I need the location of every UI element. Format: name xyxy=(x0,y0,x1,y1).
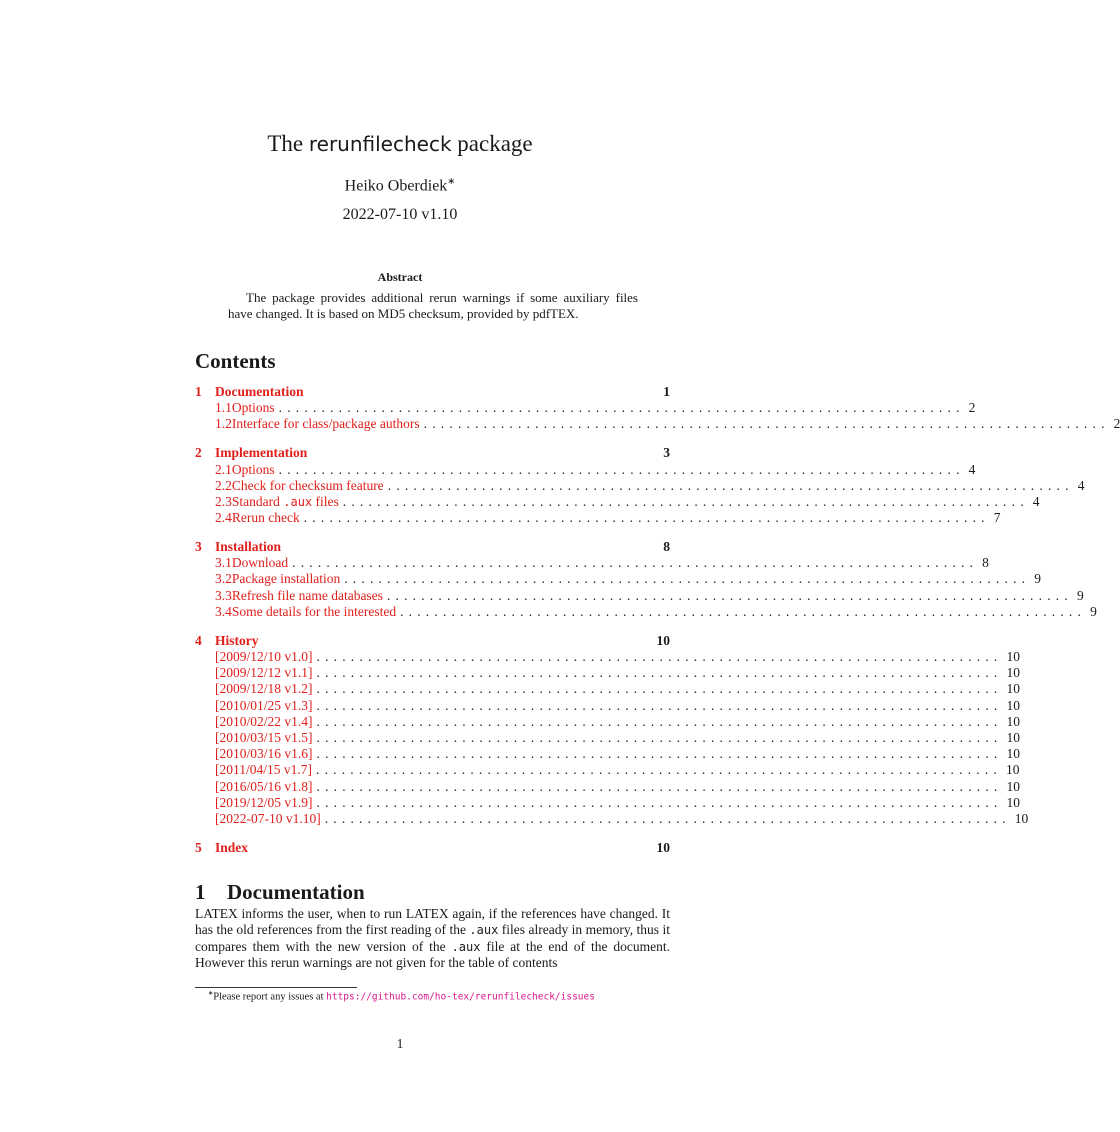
toc-subsection-number: 2.3 xyxy=(215,493,232,509)
paragraph-text: files already in memory, thus it compares them with the new version of the xyxy=(195,922,670,954)
toc-section-page: 8 xyxy=(663,539,670,555)
toc-subsection-label xyxy=(215,779,313,795)
toc-leader-dots: ................................................................................ xyxy=(387,477,1074,493)
toc-subsection-page: 10 xyxy=(1006,762,1020,778)
toc-subsection-page: 2 xyxy=(968,400,976,416)
toc-subsection-page: 10 xyxy=(1006,649,1020,665)
date-version: 2022-07-10 v1.10 xyxy=(342,206,458,223)
toc-subsection-entry[interactable] xyxy=(195,493,1040,510)
toc-section-page: 10 xyxy=(656,632,670,648)
toc-section-entry[interactable] xyxy=(195,445,670,461)
toc-subsection-number: 1.1 xyxy=(215,400,232,416)
toc-leader-dots: ................................................................................ xyxy=(278,461,965,477)
toc-label-text: [2009/12/18 v1.2] xyxy=(215,681,313,697)
toc-label-text: [2016/05/16 v1.8] xyxy=(215,778,313,794)
toc-section-label: Installation xyxy=(215,539,282,555)
toc-subsection-page: 4 xyxy=(1077,477,1085,493)
toc-subsection-page: 10 xyxy=(1006,681,1020,697)
toc-subsection-page: 7 xyxy=(993,510,1001,526)
toc-subsection-label xyxy=(215,681,313,697)
paragraph-code: .aux xyxy=(469,923,499,938)
toc-subsection-number: 3.1 xyxy=(215,555,232,571)
toc-label-text: [2019/12/05 v1.9] xyxy=(215,794,313,810)
toc-subsection-number: 2.1 xyxy=(215,461,232,477)
toc-subsection-entry[interactable] xyxy=(195,810,1029,827)
table-of-contents xyxy=(195,384,1120,856)
toc-subsection-label xyxy=(215,649,313,665)
toc-subsection-label xyxy=(232,571,340,587)
toc-label-text: [2009/12/12 v1.1] xyxy=(215,665,313,681)
toc-leader-dots: ................................................................................ xyxy=(316,746,1003,762)
toc-section-number: 3 xyxy=(195,539,202,555)
toc-leader-dots: ................................................................................ xyxy=(342,493,1029,509)
toc-leader-dots: ................................................................................ xyxy=(316,665,1003,681)
toc-label-text: [2010/01/25 v1.3] xyxy=(215,697,313,713)
toc-subsection-page: 9 xyxy=(1034,571,1041,587)
toc-section-number: 5 xyxy=(195,839,202,855)
toc-subsection-page: 10 xyxy=(1006,665,1020,681)
toc-subsection-page: 10 xyxy=(1006,794,1020,810)
toc-subsection-entry[interactable] xyxy=(195,555,989,571)
toc-leader-dots: ................................................................................ xyxy=(400,603,1087,619)
toc-subsection-number: 3.2 xyxy=(215,571,232,587)
toc-section-number: 1 xyxy=(195,384,202,399)
footnote xyxy=(208,990,595,1003)
toc-leader-dots: ................................................................................ xyxy=(386,587,1073,603)
toc-section-entry[interactable] xyxy=(195,539,670,555)
toc-leader-dots: ................................................................................ xyxy=(344,571,1031,587)
toc-subsection-entry[interactable] xyxy=(195,477,1085,494)
toc-section-label: Documentation xyxy=(215,384,304,399)
toc-subsection-page: 10 xyxy=(1014,810,1029,826)
toc-subsection-entry[interactable] xyxy=(195,713,1020,730)
toc-subsection-entry[interactable] xyxy=(195,746,1020,762)
abstract-heading: Abstract xyxy=(377,270,423,284)
toc-leader-dots: ................................................................................ xyxy=(316,794,1003,810)
toc-subsection-entry[interactable] xyxy=(195,461,976,478)
toc-leader-dots: ................................................................................ xyxy=(316,649,1003,665)
toc-label-text: Package installation xyxy=(231,571,341,587)
toc-subsection-entry[interactable] xyxy=(195,603,1097,620)
toc-section-page: 10 xyxy=(656,839,670,855)
footnote-text: Please report any issues at xyxy=(213,991,327,1003)
toc-subsection-number: 2.4 xyxy=(215,510,232,526)
toc-label-text: Standard xyxy=(231,493,284,509)
toc-section-label: History xyxy=(215,632,259,648)
toc-subsection-label xyxy=(232,494,339,510)
toc-section-entry[interactable] xyxy=(195,633,670,649)
toc-subsection-entry[interactable] xyxy=(195,649,1020,665)
section-title: Documentation xyxy=(227,880,365,904)
toc-subsection-page: 10 xyxy=(1006,778,1020,794)
toc-label-text: [2009/12/10 v1.0] xyxy=(215,649,313,665)
title-package-name: rerunfilecheck xyxy=(308,132,452,156)
footnote-rule xyxy=(195,987,357,988)
author-name: Heiko Oberdiek xyxy=(344,177,448,195)
toc-subsection-page: 10 xyxy=(1006,697,1020,713)
toc-subsection-entry[interactable] xyxy=(195,778,1020,795)
toc-subsection-entry[interactable] xyxy=(195,587,1084,604)
toc-label-text: Refresh file name databases xyxy=(231,587,383,603)
toc-section-page: 1 xyxy=(663,384,670,399)
toc-label-text: Rerun check xyxy=(231,510,300,526)
toc-section-label: Index xyxy=(215,839,249,855)
toc-subsection-label xyxy=(215,730,313,746)
toc-subsection-entry[interactable] xyxy=(195,571,1041,587)
toc-section-entry[interactable] xyxy=(195,384,670,400)
author xyxy=(0,172,800,196)
toc-leader-dots: ................................................................................ xyxy=(316,762,1002,778)
page-number: 1 xyxy=(396,1036,404,1051)
toc-label-text: Options xyxy=(231,461,275,477)
paragraph-text: LATEX informs the user, when to run LATEX again, if the references have changed. It has the old references from the first reading of the xyxy=(195,906,670,938)
toc-label-text: [2010/02/22 v1.4] xyxy=(215,713,313,729)
toc-leader-dots: ................................................................................ xyxy=(316,729,1003,745)
toc-subsection-label xyxy=(215,762,312,778)
toc-subsection-entry[interactable] xyxy=(195,510,1001,526)
footnote-url-link[interactable]: https://github.com/ho-tex/rerunfilecheck/issues xyxy=(326,991,595,1003)
toc-label-text: Some details for the interested xyxy=(231,603,397,619)
toc-leader-dots: ................................................................................ xyxy=(316,697,1003,713)
toc-subsection-page: 10 xyxy=(1006,746,1020,762)
toc-subsection-entry[interactable] xyxy=(195,729,1020,746)
toc-subsection-label xyxy=(232,604,396,620)
toc-subsection-label xyxy=(215,811,321,827)
toc-label-text: [2022-07-10 v1.10] xyxy=(215,810,321,826)
toc-leader-dots: ................................................................................ xyxy=(316,681,1003,697)
toc-subsection-entry[interactable] xyxy=(195,400,976,416)
toc-subsection-page: 8 xyxy=(982,555,989,571)
toc-subsection-label xyxy=(232,416,420,432)
toc-section-number: 2 xyxy=(195,445,202,461)
toc-leader-dots: ................................................................................ xyxy=(423,416,1110,432)
toc-section-entry[interactable] xyxy=(195,840,670,856)
author-footnote-mark[interactable]: ∗ xyxy=(447,176,456,187)
toc-subsection-entry[interactable] xyxy=(195,665,1020,681)
toc-subsection-label xyxy=(215,698,313,714)
toc-label-text: Download xyxy=(231,555,289,571)
paragraph-text: file at the end of the document. However this rerun warnings are not given for the table of contents xyxy=(195,938,670,970)
toc-leader-dots: ................................................................................ xyxy=(278,400,965,416)
contents-heading: Contents xyxy=(195,349,276,373)
toc-leader-dots: ................................................................................ xyxy=(303,510,990,526)
toc-subsection-page: 4 xyxy=(968,461,976,477)
toc-subsection-number: 3.4 xyxy=(215,603,232,619)
toc-subsection-page: 2 xyxy=(1113,416,1120,432)
toc-subsection-entry[interactable] xyxy=(195,762,1020,778)
toc-subsection-entry[interactable] xyxy=(195,697,1020,714)
document-title xyxy=(0,129,800,159)
toc-section-number: 4 xyxy=(195,632,202,648)
toc-label-text: Check for checksum feature xyxy=(231,477,384,493)
toc-leader-dots: ................................................................................ xyxy=(316,778,1003,794)
toc-subsection-label xyxy=(215,746,313,762)
toc-subsection-label xyxy=(232,588,383,604)
title-suffix: package xyxy=(457,131,533,156)
toc-subsection-page: 9 xyxy=(1076,587,1084,603)
toc-subsection-label xyxy=(215,665,313,681)
toc-subsection-page: 10 xyxy=(1006,729,1020,745)
toc-subsection-label xyxy=(232,400,275,416)
toc-label-code: .aux xyxy=(283,494,313,509)
toc-label-text: [2010/03/15 v1.5] xyxy=(215,729,313,745)
toc-subsection-label xyxy=(215,714,313,730)
toc-subsection-entry[interactable] xyxy=(195,794,1020,811)
title-prefix: The xyxy=(267,131,304,156)
toc-subsection-page: 10 xyxy=(1006,713,1020,729)
toc-subsection-label xyxy=(215,795,313,811)
toc-section-page: 3 xyxy=(663,445,670,461)
body-paragraph xyxy=(195,906,670,971)
abstract-text: The package provides additional rerun warnings if some auxiliary files have changed. It is based on MD5 checksum, provided by pdfTEX. xyxy=(228,290,638,321)
paragraph-code: .aux xyxy=(451,939,481,954)
toc-label-text: [2010/03/16 v1.6] xyxy=(215,746,313,762)
toc-leader-dots: ................................................................................ xyxy=(292,555,979,571)
toc-subsection-number: 3.3 xyxy=(215,587,232,603)
toc-subsection-entry[interactable] xyxy=(195,681,1020,697)
toc-section-label: Implementation xyxy=(215,445,308,461)
toc-subsection-label xyxy=(232,462,275,478)
toc-label-text: files xyxy=(312,493,339,509)
toc-leader-dots: ................................................................................ xyxy=(316,713,1003,729)
footnote-mark: ∗ xyxy=(208,990,214,997)
toc-subsection-number: 1.2 xyxy=(215,416,232,432)
toc-label-text: [2011/04/15 v1.7] xyxy=(215,762,312,778)
toc-subsection-entry[interactable] xyxy=(195,416,1120,432)
toc-subsection-label xyxy=(232,555,288,571)
toc-leader-dots: ................................................................................ xyxy=(324,810,1011,826)
toc-subsection-label xyxy=(232,510,300,526)
toc-subsection-page: 4 xyxy=(1032,493,1040,509)
toc-subsection-label xyxy=(232,478,384,494)
toc-label-text: Options xyxy=(231,400,275,416)
section-number: 1 xyxy=(195,880,206,904)
toc-subsection-page: 9 xyxy=(1090,603,1097,619)
toc-subsection-number: 2.2 xyxy=(215,477,232,493)
toc-label-text: Interface for class/package authors xyxy=(231,416,420,432)
section-heading xyxy=(195,880,365,905)
